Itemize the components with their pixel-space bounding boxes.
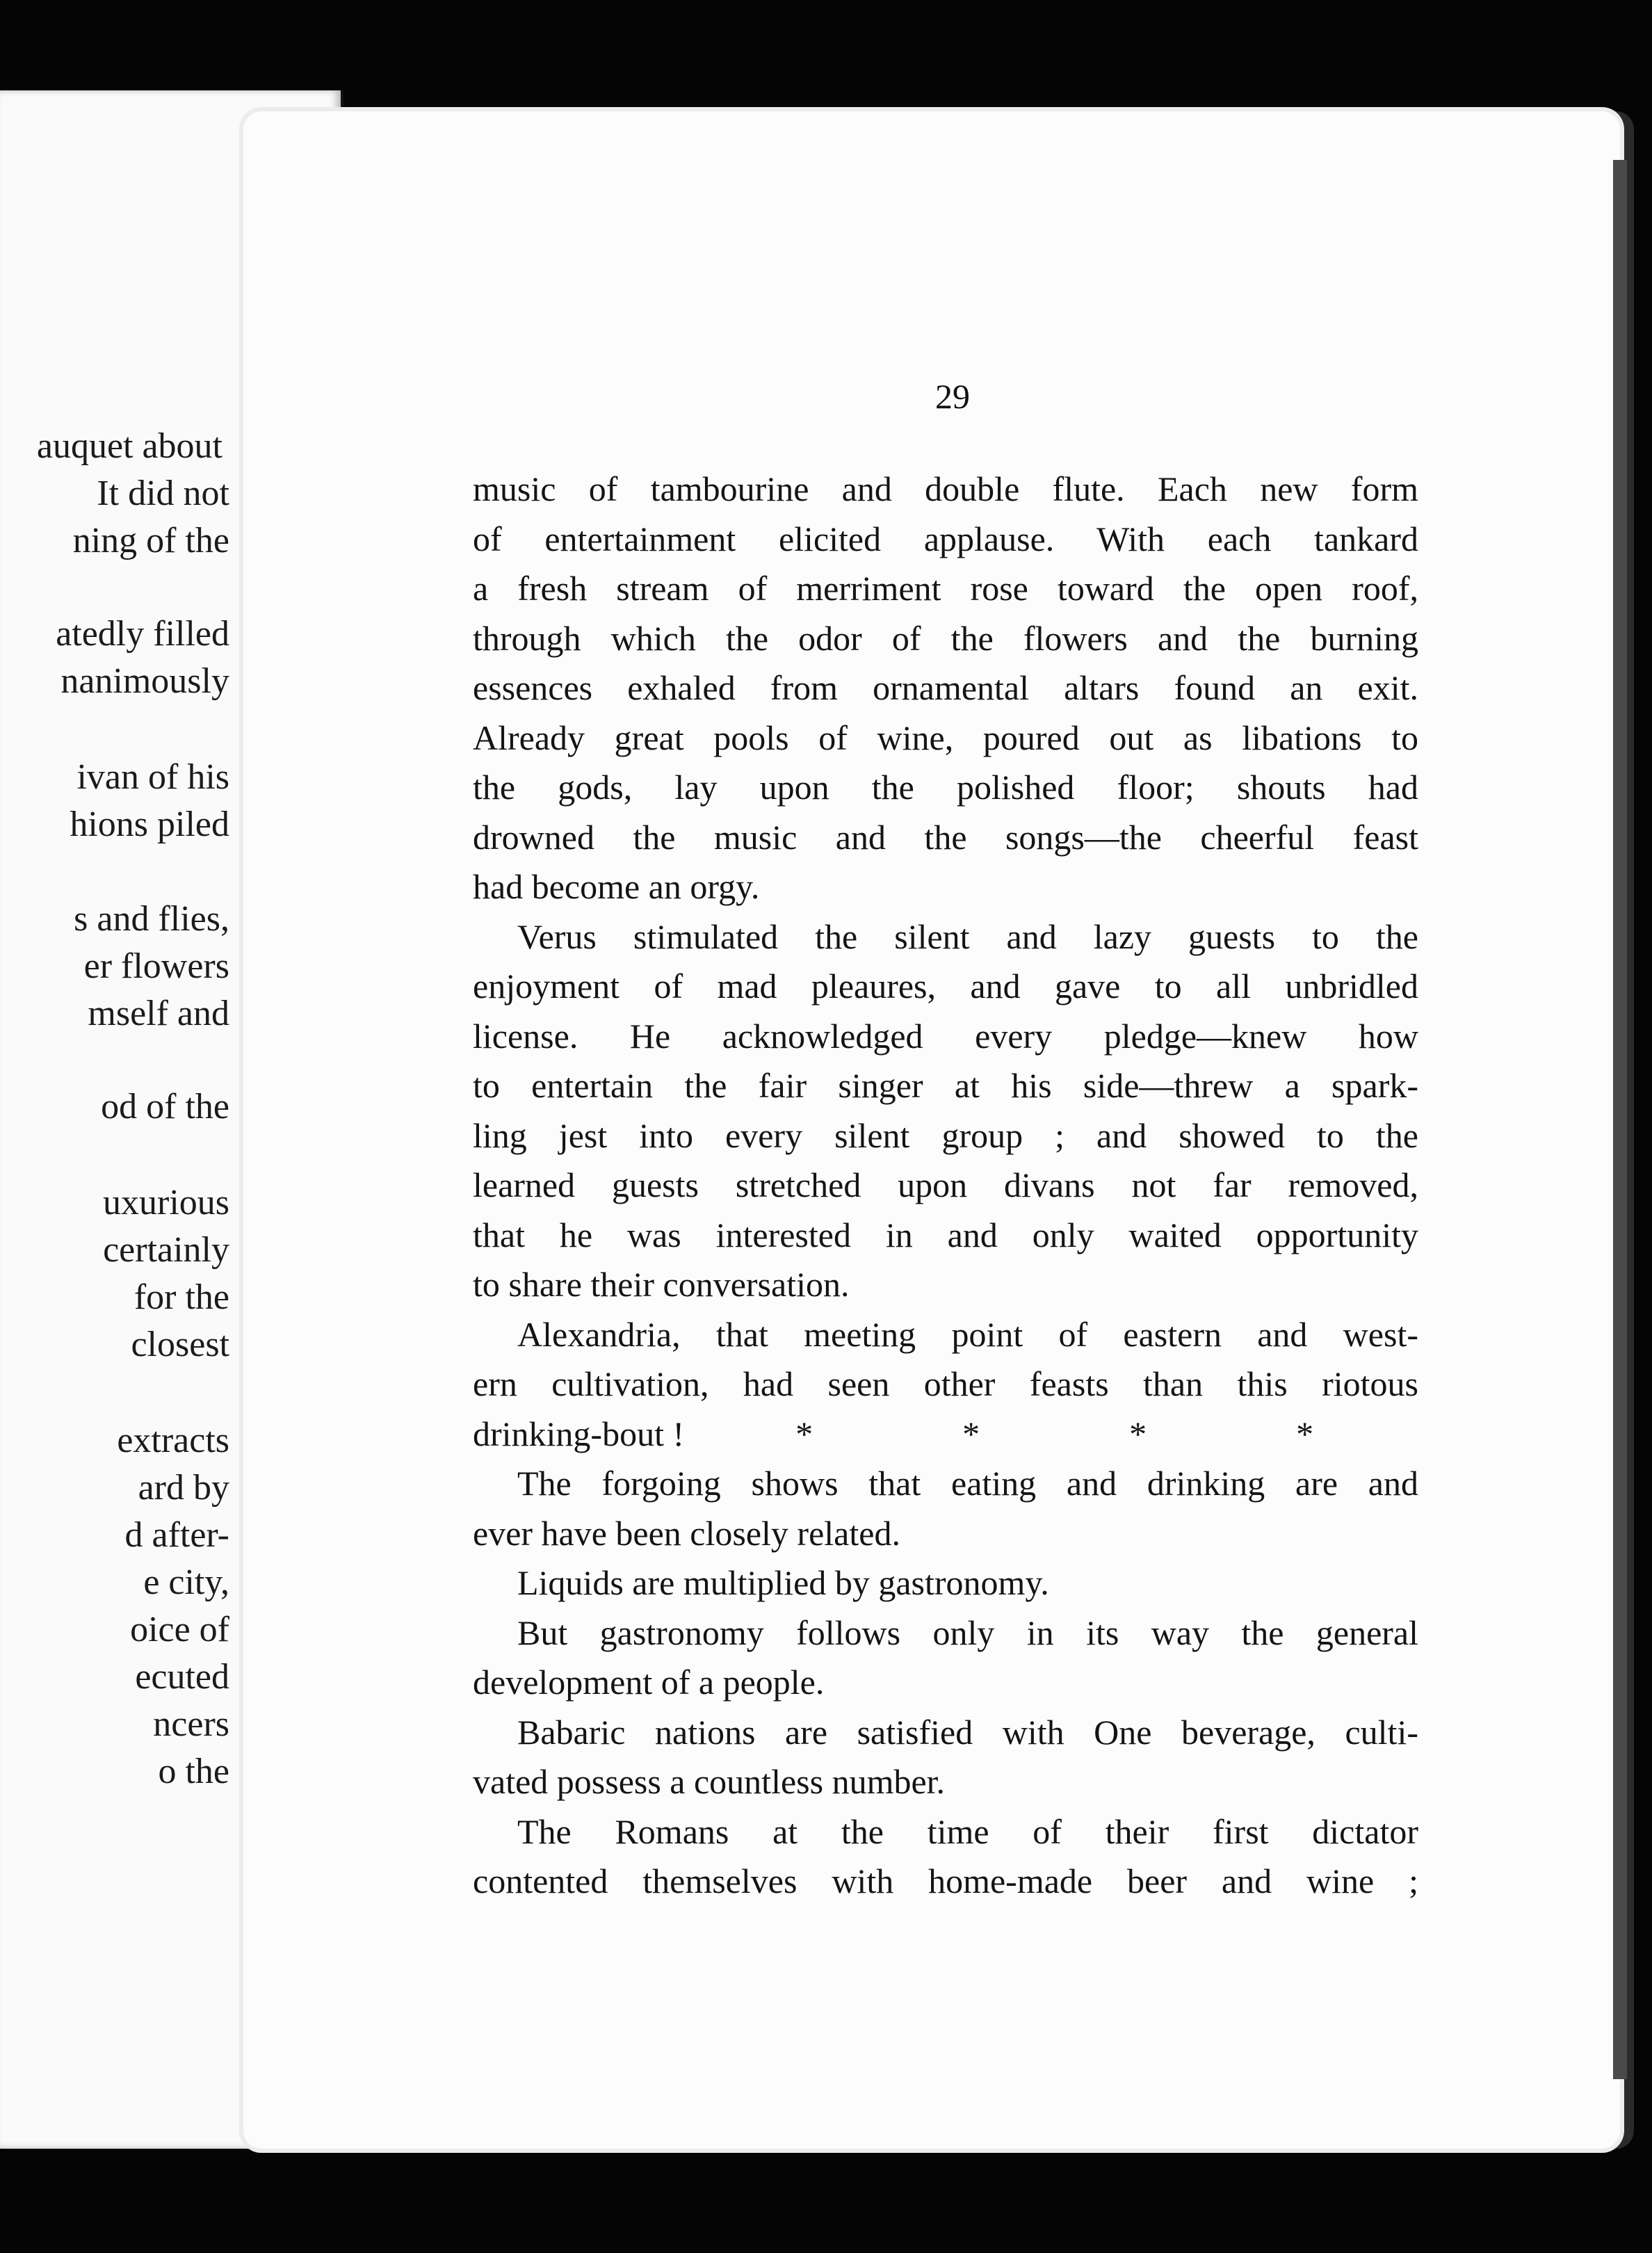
left-page-line: atedly filled — [56, 614, 229, 654]
left-page-line: ecuted — [135, 1657, 229, 1697]
left-page-line: closest — [131, 1325, 229, 1364]
text-line: Alexandria, that meeting point of eastern and west- — [517, 1314, 1418, 1354]
text-line: enjoyment of mad pleaures, and gave to all unbridled — [473, 967, 1418, 1006]
text-line: to entertain the fair singer at his side—threw a spark- — [473, 1066, 1418, 1105]
text-line: contented themselves with home-made beer and wine ; — [473, 1862, 1418, 1900]
left-page-line: od of the — [101, 1087, 229, 1126]
text-line: through which the odor of the flowers and the burning — [473, 618, 1418, 658]
left-page-line: ard by — [138, 1468, 229, 1508]
body-text — [473, 465, 1418, 1907]
text-line: the gods, lay upon the polished floor; shouts had — [473, 768, 1418, 807]
text-line: that he was interested in and only waited opportunity — [473, 1215, 1418, 1254]
page-number: 29 — [935, 377, 970, 416]
text-line: vated possess a countless number. — [473, 1762, 946, 1801]
left-page-line: mself and — [88, 994, 229, 1033]
text-line: The forgoing shows that eating and drinking are and — [517, 1464, 1418, 1503]
text-line: Babaric nations are satisfied with One beverage, culti- — [517, 1712, 1418, 1752]
section-break-stars — [795, 1410, 1324, 1460]
left-page-line: ivan of his — [76, 757, 229, 797]
text-line: Verus stimulated the silent and lazy guests to the — [517, 916, 1418, 956]
left-page-line: e city, — [143, 1562, 229, 1602]
text-line: a fresh stream of merriment rose toward the open roof, — [473, 569, 1418, 608]
text-line: to share their conversation. — [473, 1265, 850, 1304]
left-page-line: o the — [158, 1752, 229, 1791]
left-page-line: nanimously — [60, 661, 229, 701]
left-page-line: for the — [133, 1277, 229, 1317]
star-mark: * — [1296, 1414, 1314, 1453]
page-edge — [1613, 160, 1627, 2079]
text-line: had become an orgy. — [473, 867, 760, 906]
left-page-line: oice of — [130, 1610, 229, 1649]
text-line: learned guests stretched upon divans not far removed, — [473, 1165, 1418, 1204]
text-line: Liquids are multiplied by gastronomy. — [517, 1563, 1049, 1602]
left-page-line: uxurious — [103, 1183, 229, 1222]
text-line: Already great pools of wine, poured out as libations to — [473, 718, 1418, 757]
text-line: ever have been closely related. — [473, 1513, 900, 1553]
left-page-line: certainly — [103, 1230, 229, 1270]
text-line: drinking-bout ! — [473, 1414, 685, 1453]
star-mark: * — [795, 1414, 813, 1453]
left-page-line: It did not — [97, 474, 229, 513]
left-page-line: ncers — [153, 1704, 229, 1744]
left-page-line: er flowers — [83, 946, 229, 986]
text-line: development of a people. — [473, 1663, 825, 1702]
text-line: essences exhaled from ornamental altars found an exit. — [473, 668, 1418, 707]
left-page-line: d after- — [124, 1515, 229, 1555]
left-page-line: auquet about — [36, 426, 222, 466]
text-line: ern cultivation, had seen other feasts than this riotous — [473, 1364, 1418, 1403]
text-line: music of tambourine and double flute. Each new form — [473, 469, 1418, 508]
left-page-line: s and flies, — [74, 899, 229, 939]
text-line: But gastronomy follows only in its way the general — [517, 1613, 1418, 1652]
text-line-with-stars — [473, 1410, 1418, 1460]
left-page-line: hions piled — [70, 805, 229, 844]
text-line: ling jest into every silent group ; and showed to the — [473, 1115, 1418, 1155]
text-line: drowned the music and the songs—the cheerful feast — [473, 817, 1418, 857]
star-mark: * — [1129, 1414, 1147, 1453]
text-line: of entertainment elicited applause. With each tankard — [473, 519, 1418, 558]
text-line: license. He acknowledged every pledge—knew how — [473, 1016, 1418, 1056]
left-page-line: ning of the — [72, 521, 229, 560]
left-page-line: extracts — [117, 1421, 229, 1460]
star-mark: * — [962, 1414, 980, 1453]
text-line: The Romans at the time of their first dictator — [517, 1811, 1418, 1851]
